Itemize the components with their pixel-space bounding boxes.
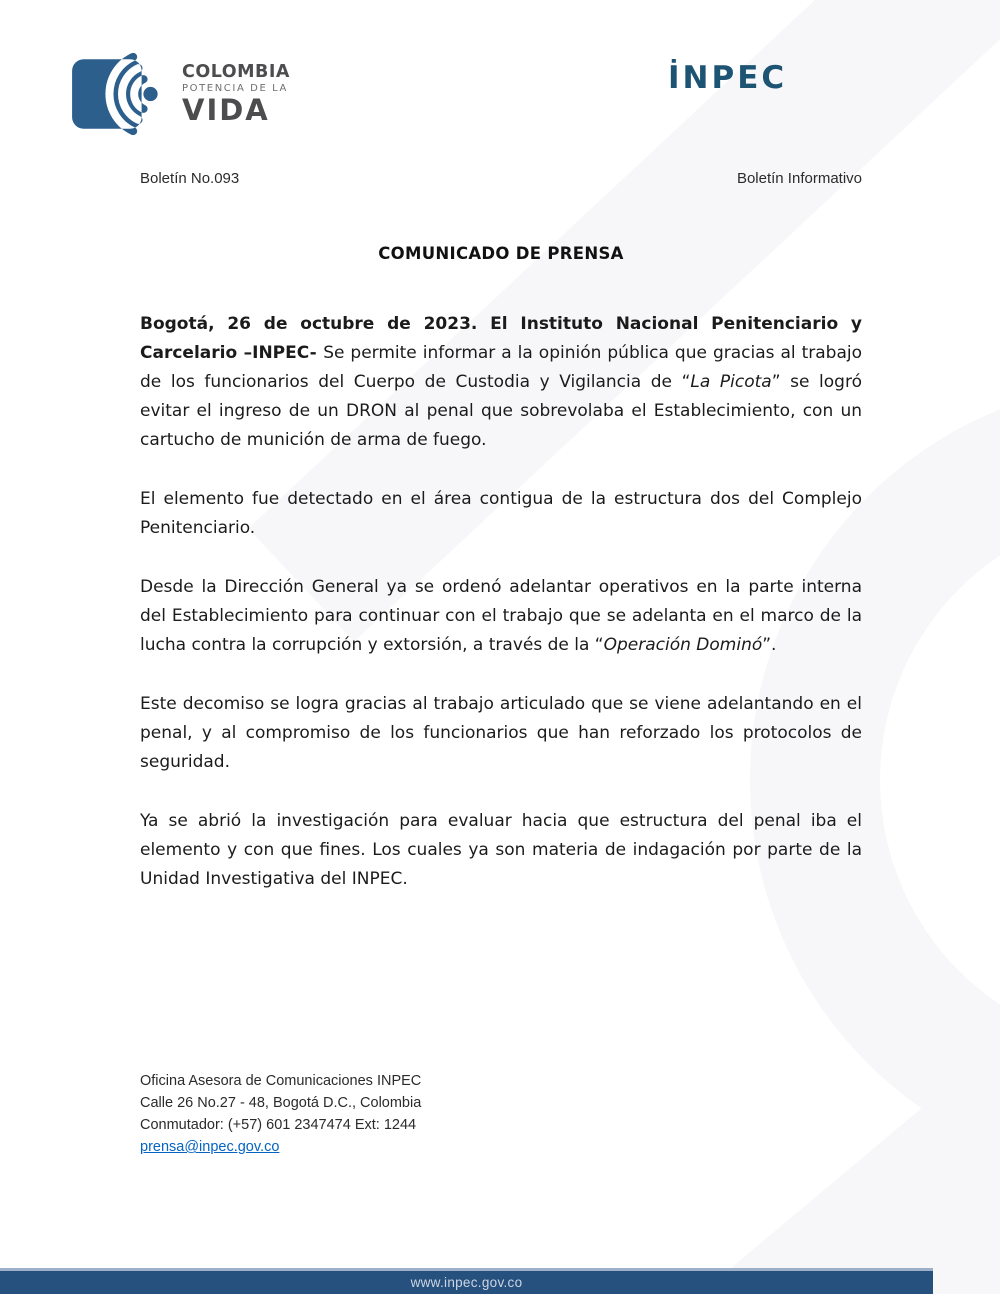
paragraph-2: El elemento fue detectado en el área contigua de la estructura dos del Complejo Penitenciario. — [140, 489, 862, 538]
contact-email-link[interactable]: prensa@inpec.gov.co — [140, 1139, 280, 1155]
contact-block — [140, 1070, 421, 1158]
paragraph-1-text-b: ” se logró evitar el ingreso de un DRON al penal que sobrevolaba el Establecimiento, con un cartucho de munición de arma de fuego. — [140, 372, 862, 450]
colombia-logo-line2: POTENCIA DE LA — [182, 83, 288, 94]
contact-address: Calle 26 No.27 - 48, Bogotá D.C., Colombia — [140, 1095, 422, 1111]
paragraph-4: Este decomiso se logra gracias al trabajo articulado que se viene adelantando en el penal, y al compromiso de los funcionarios que han reforzado los protocolos de seguridad. — [140, 694, 862, 772]
paragraph-3-text-b: ”. — [762, 635, 777, 655]
colombia-logo-line1: COLOMBIA — [182, 62, 290, 82]
inpec-logo: İNPEC — [668, 60, 788, 96]
paragraph-1-text-a: Se permite informar a la opinión pública que gracias al trabajo de los funcionarios del Cuerpo de Custodia y Vigilancia de “ — [140, 343, 862, 392]
bulletin-meta-row — [140, 170, 862, 187]
document-body — [140, 310, 862, 924]
paragraph-1-bold-lead: Bogotá, 26 de octubre de 2023. El Instituto Nacional Penitenciario y Carcelario –INPEC- — [140, 314, 862, 363]
bulletin-number: Boletín No.093 — [140, 170, 240, 187]
footer-bar — [0, 1268, 933, 1294]
bulletin-type: Boletín Informativo — [736, 170, 862, 187]
paragraph-5: Ya se abrió la investigación para evaluar hacia que estructura del penal iba el elemento y con que fines. Los cuales ya son materia de indagación por parte de la Unidad Investigativa del INPEC. — [140, 811, 862, 889]
paragraph-3-italic-operacion-domino: Operación Dominó — [603, 635, 763, 655]
contact-office: Oficina Asesora de Comunicaciones INPEC — [140, 1073, 422, 1089]
footer-url: www.inpec.gov.co — [410, 1275, 523, 1290]
colombia-logo-text — [182, 63, 290, 125]
paragraph-3-text-a: Desde la Dirección General ya se ordenó adelantar operativos en la parte interna del Establecimiento para continuar con el trabajo que se adelanta en el marco de la lucha contra la corrupción y extorsión, a través de la “ — [140, 577, 862, 655]
paragraph-1-italic-la-picota: La Picota — [690, 372, 772, 392]
colombia-logo-line3: VIDA — [182, 93, 270, 127]
colombia-gov-logo — [72, 53, 290, 135]
paragraph-3 — [140, 573, 862, 660]
contact-phone: Conmutador: (+57) 601 2347474 Ext: 1244 — [140, 1117, 417, 1133]
colombia-wave-icon — [72, 53, 172, 135]
paragraph-1 — [140, 310, 862, 455]
document-title: COMUNICADO DE PRENSA — [378, 244, 624, 263]
